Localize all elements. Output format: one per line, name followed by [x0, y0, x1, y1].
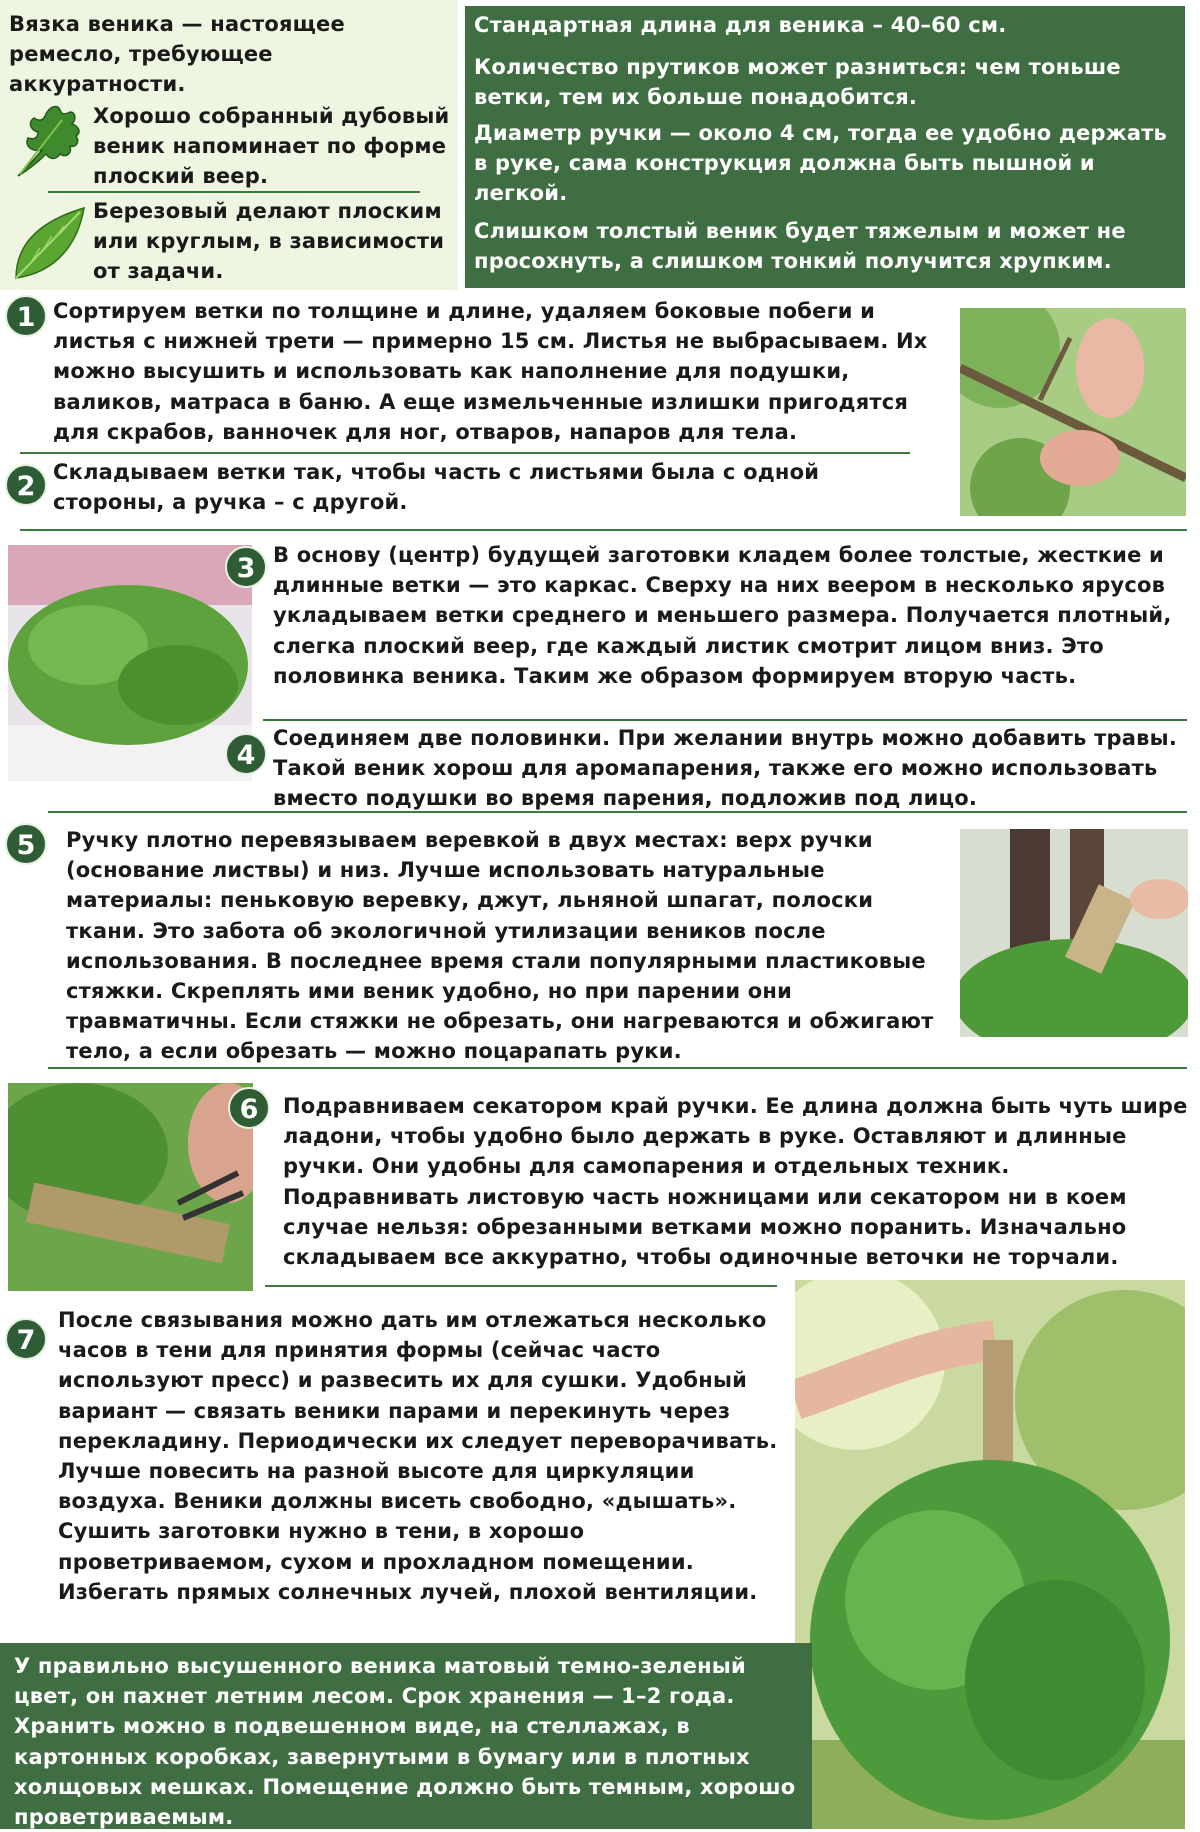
fact-count: Количество прутиков может разниться: чем тоньше ветки, тем их больше понадобится.	[474, 55, 1121, 110]
birch-broom-text: Березовый делают плоским или круглым, в зависимости от задачи.	[93, 199, 445, 284]
storage-text: У правильно высушенного веника матовый темно-зеленый цвет, он пахнет летним лесом. Срок хранения — 1–2 года. Хранить можно в подвешенном виде, на стеллажах, в картонных коробках, завернутыми в бумагу или в плотных холщовых мешках. Помещение должно быть темным, хорошо проветриваемым.	[14, 1654, 796, 1830]
oak-leaf-icon	[10, 100, 92, 182]
step-2-text: Складываем ветки так, чтобы часть с листьями была с одной стороны, а ручка – с другой.	[53, 460, 820, 515]
fact-thickness: Слишком толстый веник будет тяжелым и может не просохнуть, а слишком тонкий получится хрупким.	[474, 219, 1126, 274]
step-7-photo	[795, 1280, 1185, 1829]
step-3-text: В основу (центр) будущей заготовки кладем более толстые, жесткие и длинные ветки — это каркас. Сверху на них веером в несколько ярусов укладываем ветки среднего и меньшего размера. Получается плотный, слегка плоский веер, где каждый листик смотрит лицом вниз. Это половинка веника. Таким же образом формируем вторую часть.	[273, 543, 1172, 688]
step-4-text: Соединяем две половинки. При желании внутрь можно добавить травы. Такой веник хорош для аромапарения, также его можно использовать вместо подушки во время парения, подложив под лицо.	[273, 726, 1177, 811]
step-7-text: После связывания можно дать им отлежаться несколько часов в тени для принятия формы (сейчас часто используют пресс) и развесить их для сушки. Удобный вариант — связать веники парами и перекинуть через перекладину. Периодически их следует переворачивать. Лучше повесить на разной высоте для циркуляции воздуха. Веники должны висеть свободно, «дышать». Сушить заготовки нужно в тени, в хорошо проветриваемом, сухом и прохладном помещении. Избегать прямых солнечных лучей, плохой вентиляции.	[58, 1308, 778, 1604]
fact-diameter: Диаметр ручки — около 4 см, тогда ее удобно держать в руке, сама конструкция должна быть пышной и легкой.	[474, 121, 1168, 206]
step-6-photo	[8, 1083, 253, 1291]
step-3-photo	[8, 545, 252, 781]
step-1-divider	[20, 452, 910, 454]
step-4-badge: 4	[225, 733, 267, 775]
step-5-text: Ручку плотно перевязываем веревкой в двух местах: верх ручки (основание листвы) и низ. Лучше использовать натуральные материалы: пеньковую веревку, джут, льняной шпагат, полоски ткани. Это забота об экологичной утилизации веников после использования. В последнее время стали популярными пластиковые стяжки. Скреплять ими веник удобно, но при парении они травматичны. Если стяжки не обрезать, они нагреваются и обжигают тело, а если обрезать — можно поцарапать руки.	[66, 828, 934, 1064]
storage-box	[0, 1643, 812, 1829]
facts-box	[465, 6, 1185, 288]
step-4-divider	[48, 811, 1187, 813]
step-5-divider	[48, 1067, 1187, 1069]
step-1-badge: 1	[5, 295, 47, 337]
oak-broom-text: Хорошо собранный дубовый веник напоминает по форме плоский веер.	[93, 104, 450, 189]
step-1-text: Сортируем ветки по толщине и длине, удаляем боковые побеги и листья с нижней трети — примерно 15 см. Листья не выбрасываем. Их можно высушить и использовать как наполнение для подушки, валиков, матраса в баню. А еще измельченные излишки пригодятся для скрабов, ванночек для ног, отваров, напаров для тела.	[53, 299, 928, 444]
step-3-badge: 3	[225, 546, 267, 588]
step-6-badge: 6	[228, 1087, 270, 1129]
step-5-photo	[960, 829, 1188, 1037]
intro-title: Вязка веника — настоящее ремесло, требующее аккуратности.	[9, 12, 345, 97]
step-3-divider	[263, 719, 1187, 721]
fact-length: Стандартная длина для веника – 40–60 см.	[474, 13, 1007, 37]
step-2-divider	[20, 529, 1187, 531]
step-5-badge: 5	[5, 823, 47, 865]
step-2-badge: 2	[5, 464, 47, 506]
step-7-badge: 7	[5, 1318, 47, 1360]
intro-divider	[48, 191, 420, 193]
birch-leaf-icon	[10, 202, 92, 284]
intro-panel	[0, 0, 458, 290]
step-6-text: Подравниваем секатором край ручки. Ее длина должна быть чуть шире ладони, чтобы удобно было держать в руке. Оставляют и длинные ручки. Они удобны для самопарения и отдельных техник. Подравнивать листовую часть ножницами или секатором ни в коем случае нельзя: обрезанными ветками можно поранить. Изначально складываем все аккуратно, чтобы одиночные веточки не торчали.	[283, 1094, 1188, 1270]
step-1-photo	[960, 308, 1186, 516]
step-6-divider	[265, 1285, 777, 1287]
